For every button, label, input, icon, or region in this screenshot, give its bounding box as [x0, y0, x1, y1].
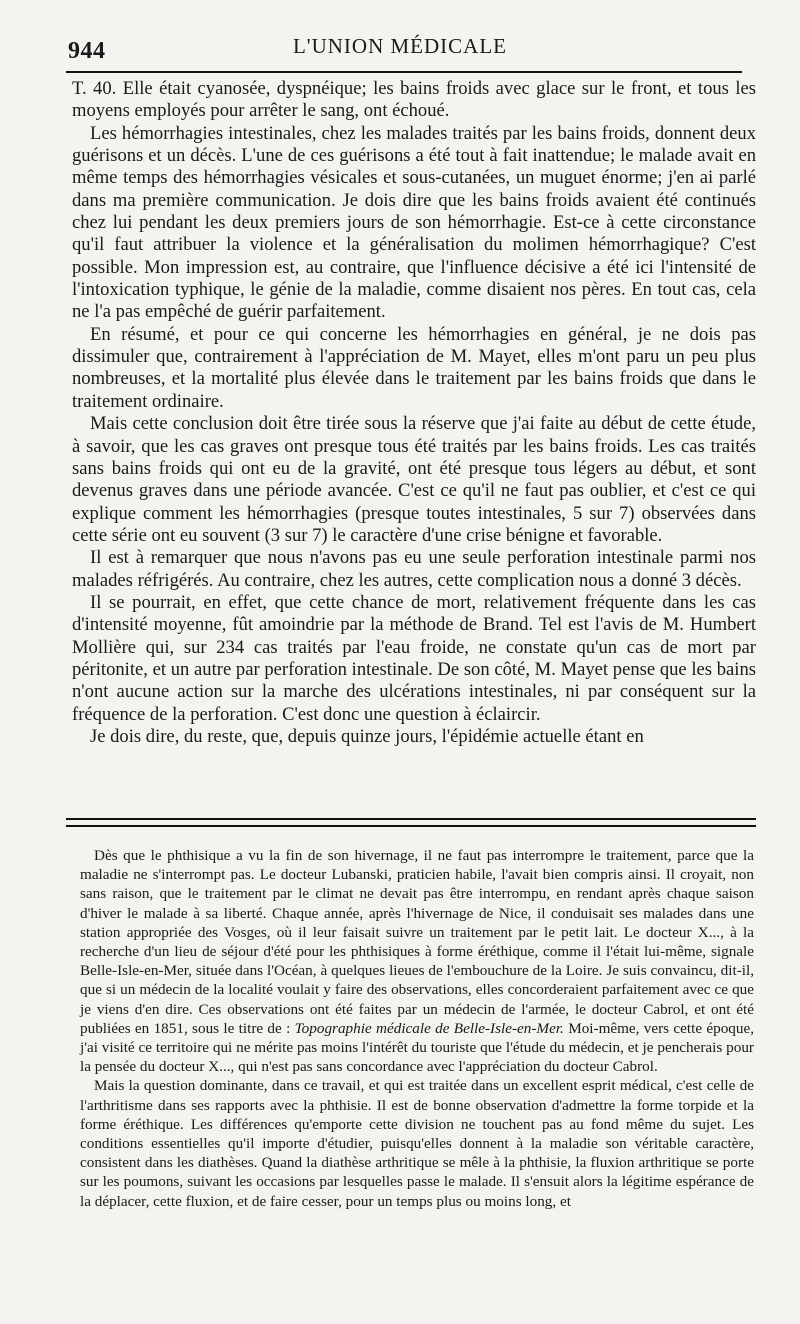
footnote-paragraph	[80, 846, 754, 1076]
running-title: L'UNION MÉDICALE	[292, 34, 507, 58]
paragraph: Je dois dire, du reste, que, depuis quinze jours, l'épidémie actuelle étant en	[90, 725, 644, 747]
paragraph: Il est à remarquer que nous n'avons pas eu une seule perforation intestinale parmi nos malades réfrigérés. Au contraire, chez les autres, cette complication nous a donné 3 décès.	[72, 547, 756, 591]
main-text	[72, 78, 756, 748]
footnote-paragraph: Mais la question dominante, dans ce travail, et qui est traitée dans un excellent esprit médical, c'est celle de l'arthritisme dans ses rapports avec la phthisie. Il est de bonne observation d'admettre la forme torpide et la forme éréthique. Les différences qu'emporte cette division ne touchent pas au fond même du sujet. Les conditions essentielles qu'il importe d'étudier, puisqu'elles donnent à la maladie son véritable caractère, consistent dans les diathèses. Quand la diathèse arthritique se mêle à la phthisie, la fluxion arthritique se porte sur les poumons, suivant les occasions par lesquelles passe le malade. Il s'ensuit alors la légitime espérance de la déplacer, cette fluxion, et de faire cesser, pour un temps plus ou moins long, et	[80, 1077, 754, 1210]
footnote-text-run: Dès que le phthisique a vu la fin de son hivernage, il ne faut pas interrompre le traitement, parce que la maladie ne s'interrompt pas. Le docteur Lubanski, praticien habile, l'avait bien compris ainsi. Il croyait, non sans raison, que le traitement par le climat ne devait pas être interrompu, en rendant après chaque saison d'hiver le malade à sa liberté. Chaque année, après l'hivernage de Nice, il conduisait ses malades dans une station appropriée des Vosges, où il leur faisait suivre un traitement par le petit lait. Le docteur X..., à la recherche d'un lieu de séjour d'été pour les phthisiques à forme éréthique, comme il l'était lui-même, signale Belle-Isle-en-Mer, située dans l'Océan, à quelques lieues de l'embouchure de la Loire. Je suis convaincu, dit-il, que si un médecin de la localité voulait y faire des observations, elles concorderaient parfaitement avec ce que je viens d'en dire. Ces observations ont été faites par un médecin de l'armée, le docteur Cabrol, et ont été publiées en 1851, sous le titre de :	[80, 847, 754, 1037]
footnote-text	[80, 846, 754, 1211]
book-title: Topographie médicale de Belle-Isle-en-Mer.	[294, 1019, 564, 1037]
footnote-separator	[66, 818, 756, 827]
paragraph: T. 40. Elle était cyanosée, dyspnéique; les bains froids avec glace sur le front, et tous les moyens employés pour arrêter le sang, ont échoué.	[72, 78, 756, 122]
header-rule	[66, 71, 742, 73]
paragraph: Les hémorrhagies intestinales, chez les malades traités par les bains froids, donnent deux guérisons et un décès. L'une de ces guérisons a été tout à fait inattendue; le malade avait en même temps des hémorrhagies vésicales et sous-cutanées, un muguet énorme; j'en ai parlé dans ma première communication. Je dois dire que les bains froids avaient été continués chez lui pendant les deux premiers jours de son hémorrhagie. Est-ce à cette circonstance qu'il faut attribuer la violence et la généralisation du molimen hémorrhagique? C'est possible. Mon impression est, au contraire, que l'influence décisive a été ici l'intensité de l'intoxication typhique, le génie de la maladie, comme disaient nos pères. En tout cas, cela ne l'a pas empêché de guérir parfaitement.	[72, 122, 756, 323]
page-number: 944	[68, 38, 106, 64]
paragraph: En résumé, et pour ce qui concerne les hémorrhagies en général, je ne dois pas dissimuler que, contrairement à l'appréciation de M. Mayet, elles m'ont paru un peu plus nombreuses, et la mortalité plus élevée dans le traitement par les bains froids que dans le traitement ordinaire.	[72, 323, 756, 412]
paragraph: Mais cette conclusion doit être tirée sous la réserve que j'ai faite au début de cette étude, à savoir, que les cas graves ont presque tous été traités par les bains froids. Les cas traités sans bains froids qui ont eu de la gravité, ont été presque tous légers au début, et sont devenus graves dans une période avancée. C'est ce qu'il ne faut pas oublier, et c'est ce qui explique comment les hémorrhagies (presque toutes intestinales, 5 sur 7) observées dans cette série ont eu souvent (3 sur 7) le caractère d'une crise bénigne et favorable.	[72, 413, 756, 546]
paragraph: Il se pourrait, en effet, que cette chance de mort, relativement fréquente dans les cas d'intensité moyenne, fût amoindrie par la méthode de Brand. Tel est l'avis de M. Humbert Mollière qui, sur 234 cas traités par l'eau froide, ne constate qu'un cas de mort par péritonite, et un autre par perforation intestinale. De son côté, M. Mayet pense que les bains n'ont aucune action sur la marche des ulcérations intestinales, ni par conséquent sur la fréquence de la perforation. C'est donc une question à éclaircir.	[72, 591, 756, 725]
page-header	[62, 30, 738, 66]
footnote-text-run: Moi-même, vers cette époque, j'ai visité ce territoire qui ne mérite pas moins l'intérêt du touriste que l'étude du médecin, et je pencherais pour la pensée du docteur X..., qui n'est pas sans concordance avec l'appréciation du docteur Cabrol.	[80, 1019, 755, 1076]
